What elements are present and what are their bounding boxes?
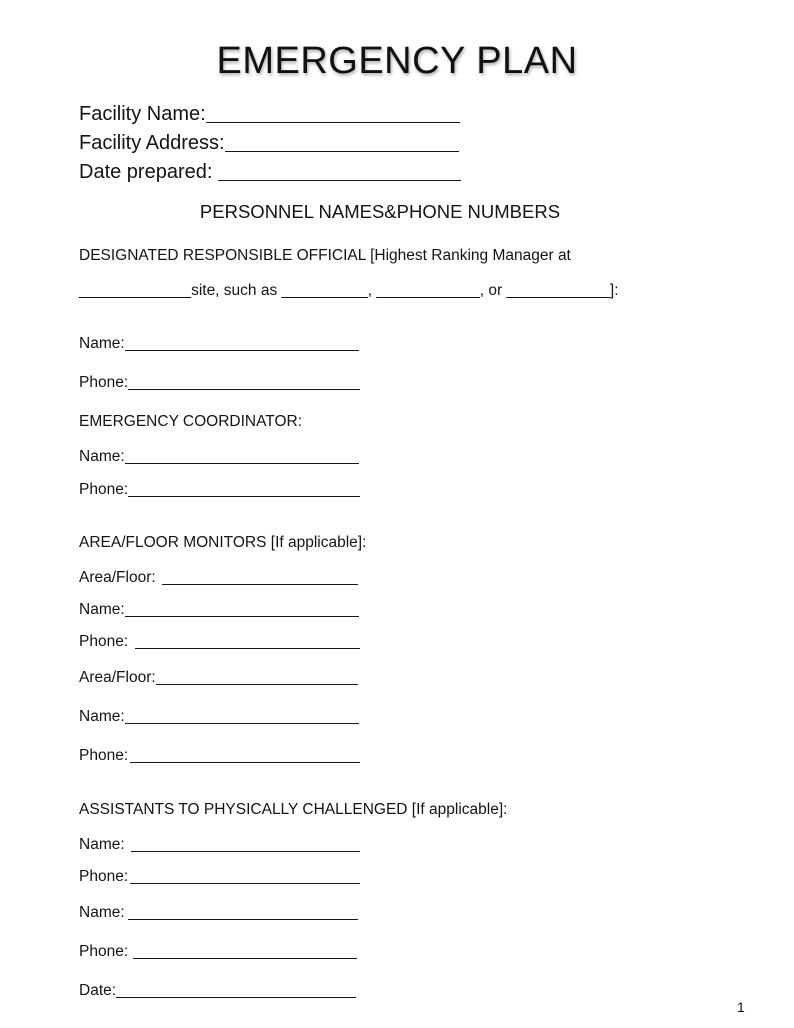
facility-address-row <box>79 133 459 153</box>
date-field[interactable] <box>116 996 356 998</box>
coordinator-phone-row <box>79 482 360 498</box>
date-prepared-row <box>79 162 461 182</box>
facility-name-label: Facility Name: <box>79 103 206 125</box>
monitor-1-area-row <box>79 570 358 586</box>
assistants-heading: ASSISTANTS TO PHYSICALLY CHALLENGED [If applicable]: <box>79 801 508 818</box>
assistant-1-name-label: Name: <box>79 836 125 853</box>
monitor-1-name-row <box>79 602 359 618</box>
coordinator-name-row <box>79 449 359 465</box>
official-phone-label: Phone: <box>79 374 129 391</box>
emergency-coordinator-heading: EMERGENCY COORDINATOR: <box>79 413 303 430</box>
official-name-label: Name: <box>79 335 125 352</box>
date-label: Date: <box>79 982 117 999</box>
page-title: EMERGENCY PLAN <box>216 40 578 82</box>
monitor-1-phone-field[interactable] <box>135 647 360 649</box>
assistant-1-name-row <box>79 837 360 853</box>
monitor-1-name-field[interactable] <box>125 615 359 617</box>
assistant-1-phone-row <box>79 869 360 885</box>
monitor-2-name-field[interactable] <box>125 722 359 724</box>
monitor-1-name-label: Name: <box>79 601 125 618</box>
official-phone-row <box>79 375 360 391</box>
monitor-1-area-field[interactable] <box>162 583 358 585</box>
assistant-2-name-field[interactable] <box>128 918 358 920</box>
monitor-1-phone-label: Phone: <box>79 633 129 650</box>
monitor-2-area-row <box>79 670 358 686</box>
facility-name-row <box>79 104 460 124</box>
page-number: 1 <box>737 999 745 1015</box>
official-phone-field[interactable] <box>128 388 360 390</box>
date-row <box>79 983 356 999</box>
designated-official-heading: DESIGNATED RESPONSIBLE OFFICIAL [Highest Ranking Manager at <box>79 247 571 264</box>
designated-official-continuation: _____________site, such as __________, ____________, or ____________]: <box>79 282 619 299</box>
monitor-2-name-row <box>79 709 359 725</box>
assistant-2-name-row <box>79 905 358 921</box>
date-prepared-label: Date prepared: <box>79 161 213 183</box>
facility-address-field[interactable] <box>225 150 459 152</box>
coordinator-name-field[interactable] <box>125 462 359 464</box>
facility-name-field[interactable] <box>206 121 460 123</box>
official-name-row <box>79 336 359 352</box>
coordinator-phone-label: Phone: <box>79 481 129 498</box>
facility-address-label: Facility Address: <box>79 132 225 154</box>
area-floor-monitors-heading: AREA/FLOOR MONITORS [If applicable]: <box>79 534 367 551</box>
date-prepared-field[interactable] <box>218 179 461 181</box>
monitor-2-area-field[interactable] <box>156 683 358 685</box>
assistant-2-phone-row <box>79 944 357 960</box>
monitor-2-phone-row <box>79 748 360 764</box>
monitor-1-phone-row <box>79 634 360 650</box>
assistant-2-phone-field[interactable] <box>133 957 357 959</box>
section-title: PERSONNEL NAMES&PHONE NUMBERS <box>199 201 561 222</box>
monitor-1-area-label: Area/Floor: <box>79 569 156 586</box>
coordinator-phone-field[interactable] <box>128 495 360 497</box>
coordinator-name-label: Name: <box>79 448 125 465</box>
official-name-field[interactable] <box>125 349 359 351</box>
monitor-2-phone-label: Phone: <box>79 747 129 764</box>
assistant-2-phone-label: Phone: <box>79 943 129 960</box>
assistant-2-name-label: Name: <box>79 904 125 921</box>
assistant-1-phone-field[interactable] <box>130 882 360 884</box>
monitor-2-phone-field[interactable] <box>130 761 360 763</box>
monitor-2-area-label: Area/Floor: <box>79 669 156 686</box>
assistant-1-phone-label: Phone: <box>79 868 129 885</box>
assistant-1-name-field[interactable] <box>131 850 360 852</box>
monitor-2-name-label: Name: <box>79 708 125 725</box>
